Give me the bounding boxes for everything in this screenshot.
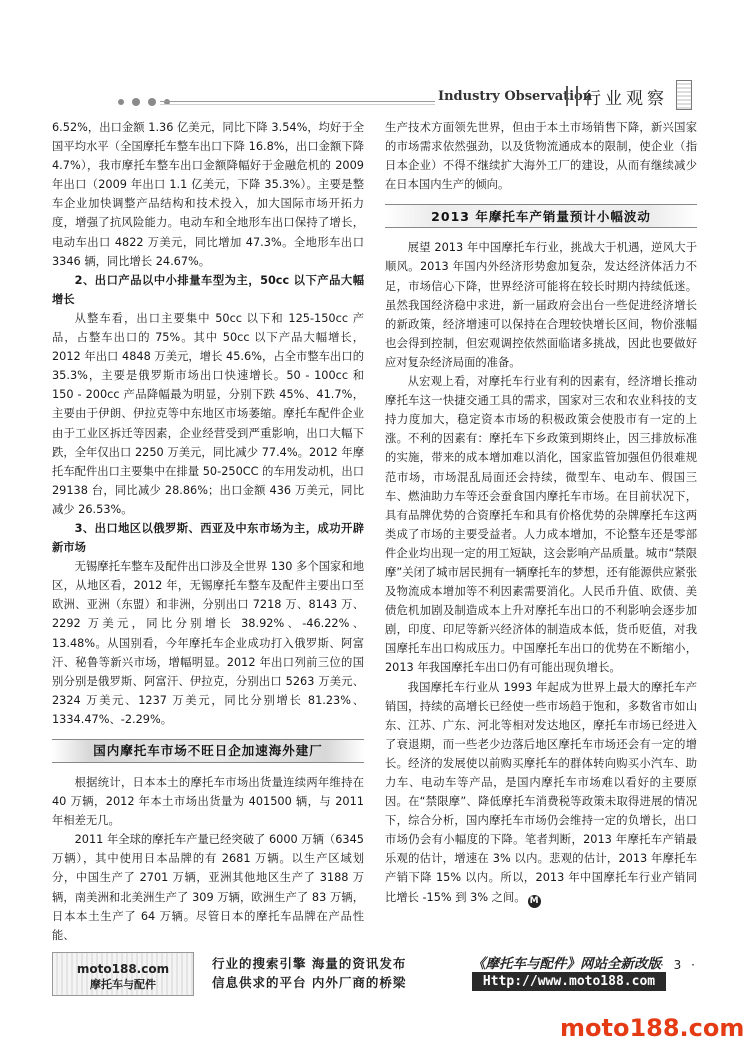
header-rule (160, 104, 435, 105)
left-column (52, 118, 364, 945)
header-divider-icon (566, 86, 578, 106)
right-column (385, 118, 697, 908)
section-heading: 2013 年摩托车产销量预计小幅波动 (385, 204, 697, 228)
paragraph: 2011 年全球的摩托车产量已经突破了 6000 万辆（6345 万辆），其中使用日本品牌的有 2681 万辆。以生产区域划分，中国生产了 2701 万辆，亚洲其他地区生产了 3188 万辆，南美洲和北美洲生产了 309 万辆，欧洲生产了 83 万辆，日本本土生产了 64 万辆。尽管日本的摩托车品牌在产品性能、 (52, 833, 364, 942)
paragraph: 6.52%，出口金额 1.36 亿美元，同比下降 3.54%，均好于全国平均水平（全国摩托车整车出口下降 16.8%，出口金额下降 4.7%），我市摩托车整车出口金额降幅好于金融危机的 2009 年出口（2009 年出口 1.1 亿美元，下降 35.3%）。主要是整车企业加快调整产品结构和技术投入，加大国际市场开拓力度，增强了抗风险能力。电动车和全地形车出口保持了增长，电动车出口 4822 万美元，同比增加 47.3%。全地形车出口 3346 辆，同比增长 24.67%。 (52, 121, 364, 268)
paragraph-text: 我国摩托车行业从 1993 年起成为世界上最大的摩托车产销国，持续的高增长已经使一些市场趋于饱和，多数省市如山东、江苏、广东、河北等相对发达地区，摩托车市场已经进入了衰退期，而一些老少边落后地区摩托车市场还会有一定的增长。经济的发展使以前购买摩托车的群体转向购买小汽车、助力车、电动车等产品，是国内摩托车市场难以看好的主要原因。在“禁限摩”、降低摩托车消费税等政策未取得进展的情况下，综合分析，国内摩托车市场仍会维持一定的负增长，出口市场仍会有小幅度的下降。笔者判断，2013 年摩托车产销最乐观的估计，增速在 3% 以内。悲观的估计，2013 年摩托车产销下降 15% 以内。所以，2013 年中国摩托车行业产销同比增长 -15% 到 3% 之间。 (385, 680, 697, 904)
header-rule (160, 101, 435, 102)
watermark: moto188.com (560, 1014, 744, 1042)
dot-icon (148, 98, 156, 106)
header-tab-marker (676, 80, 692, 110)
subheading: 3、出口地区以俄罗斯、西亚及中东市场为主，成功开辟新市场 (52, 521, 364, 555)
footer-logo[interactable] (52, 952, 194, 996)
footer-magazine-title: 《摩托车与配件》网站全新改版 (472, 956, 661, 972)
subheading: 2、出口产品以中小排量车型为主，50cc 以下产品大幅增长 (52, 273, 364, 306)
footer-url-link[interactable]: Http://www.moto188.com (472, 972, 666, 991)
footer-logo-cn: 摩托车与配件 (90, 978, 156, 991)
dot-icon (132, 98, 140, 106)
slogan-line: 行业的搜索引擎 海量的资讯发布 (212, 956, 407, 971)
dot-icon (118, 99, 124, 105)
page-header (0, 0, 744, 120)
header-english-title: Industry Observation (438, 89, 593, 104)
end-mark-icon: M (528, 895, 541, 908)
paragraph: 根据统计，日本本土的摩托车市场出货量连续两年维持在 40 万辆，2012 年本土市场出货量为 401500 辆，与 2011 年相差无几。 (52, 776, 364, 828)
footer-slogan (212, 954, 406, 992)
paragraph: 生产技术方面领先世界，但由于本土市场销售下降，新兴国家的市场需求依然强劲，以及货物流通成本的限制，使企业（指日本企业）不得不继续扩大海外工厂的建设，从而有继续减少在日本国内生产的倾向。 (385, 121, 697, 192)
paragraph: 从整车看，出口主要集中 50cc 以下和 125-150cc 产品，占整车出口的 75%。其中 50cc 以下产品大幅增长，2012 年出口 4848 万美元，增长 45.6%，占全市整车出口的 35.3%，主要是俄罗斯市场出口快速增长。50 - 100cc 和 150 - 200cc 产品降幅最为明显，分别下跌 45%、41.7%，主要由于伊朗、伊拉克等中东地区市场萎缩。摩托车配件企业由于工业区拆迁等因素，企业经营受到严重影响，出口大幅下跌，全年仅出口 2250 万美元，同比减少 77.4%。2012 年摩托车配件出口主要集中在排量 50-250CC 的车用发动机，出口 29138 台，同比减少 28.86%；出口金额 436 万美元，同比减少 26.53%。 (52, 311, 364, 516)
paragraph: 无锡摩托车整车及配件出口涉及全世界 130 多个国家和地区，从地区看，2012 年，无锡摩托车整车及配件主要出口至欧洲、亚洲（东盟）和非洲，分别出口 7218 万、8143 万、2292 万美元，同比分别增长 38.92%、-46.22%、13.48%。从国别看，今年摩托车企业成功打入俄罗斯、阿富汗、秘鲁等新兴市场，增幅明显。2012 年出口列前三位的国别分别是俄罗斯、阿富汗、伊拉克，分别出口 5263 万美元、2324 万美元、1237 万美元，同比分别增长 81.23%、1334.47%、-2.29%。 (52, 560, 364, 726)
header-chinese-title: 行业观察 (584, 89, 668, 109)
paragraph: 从宏观上看，对摩托车行业有利的因素有，经济增长推动摩托车这一快捷交通工具的需求，国家对三农和农业科技的支持力度加大，稳定资本市场的积极政策会使股市有一定的上涨。不利的因素有：摩托车下乡政策到期终止，因三排放标准的实施，带来的成本增加难以消化，国家监管加强但仍很难规范市场，市场混乱局面还会持续，微型车、电动车、假国三车、燃油助力车等还会蚕食国内摩托车市场。在目前状况下，具有品牌优势的合资摩托车和具有价格优势的杂牌摩托车这两类成了市场的主要受益者。人力成本增加，不论整车还是零部件企业均出现一定的用工短缺，这会影响产品质量。城市“禁限摩”关闭了城市居民拥有一辆摩托车的梦想，还有能源供应紧张及物流成本增加等不利因素需要消化。人民币升值、欧债、美债危机加剧及制造成本上升对摩托车出口的不利影响会逐步加剧，印度、印尼等新兴经济体的制造成本低，货币贬值，对我国摩托车出口构成压力。中国摩托车出口的优势在不断缩小，2013 年我国摩托车出口仍有可能出现负增长。 (385, 375, 697, 675)
paragraph: 展望 2013 年中国摩托车行业，挑战大于机遇，逆风大于顺风。2013 年国内外经济形势愈加复杂，发达经济体活力不足，市场信心下降，世界经济可能将在较长时期内持续低迷。虽然我国经济稳中求进，新一届政府会出台一些促进经济增长的新政策，经济增速可以保持在合理较快增长区间，物价涨幅也会得到控制，但宏观调控依然面临诸多挑战，因此也要做好应对复杂经济局面的准备。 (385, 241, 697, 369)
page-number: · 3 · (660, 958, 698, 972)
footer-logo-site: moto188.com (76, 962, 170, 976)
section-heading: 国内摩托车市场不旺日企加速海外建厂 (52, 739, 364, 763)
page-footer (52, 952, 702, 994)
slogan-line: 信息供求的平台 内外厂商的桥梁 (212, 975, 407, 990)
paragraph-last (385, 678, 697, 908)
